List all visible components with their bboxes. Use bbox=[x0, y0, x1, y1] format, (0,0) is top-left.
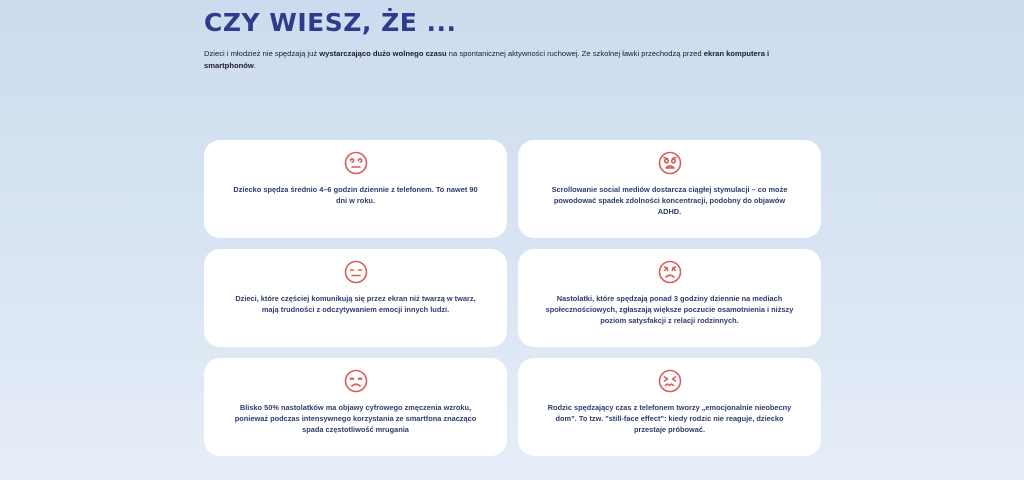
dizzy-face-icon bbox=[344, 151, 368, 175]
fact-card bbox=[518, 140, 821, 238]
fact-card bbox=[204, 140, 507, 238]
sad-face-icon bbox=[658, 260, 682, 284]
fact-text: Scrollowanie social mediów dostarcza ciągłej stymulacji – co może powodować spadek zdolności koncentracji, podobny do objawów ADHD. bbox=[551, 185, 788, 217]
fact-text: Blisko 50% nastolatków ma objawy cyfrowego zmęczenia wzroku, ponieważ podczas intensywnego korzystania ze smartfona znacząco spada częstotliwość mrugania bbox=[234, 403, 477, 435]
intro-paragraph: Dzieci i młodzież nie spędzają już wystarczająco dużo wolnego czasu na spontanicznej aktywności ruchowej. Ze szkolnej ławki przechodzą przed ekran komputera i smartphonów. bbox=[204, 49, 770, 71]
fact-card bbox=[518, 358, 821, 456]
fact-text: Dziecko spędza średnio 4–6 godzin dziennie z telefonem. To nawet 90 dni w roku. bbox=[233, 185, 478, 206]
distressed-face-icon bbox=[658, 369, 682, 393]
tired-face-icon bbox=[344, 369, 368, 393]
fact-text: Dzieci, które częściej komunikują się przez ekran niż twarzą w twarz, mają trudności z odczytywaniem emocji innych ludzi. bbox=[235, 294, 476, 315]
neutral-face-icon bbox=[344, 260, 368, 284]
fact-card bbox=[204, 249, 507, 347]
overwhelmed-face-icon bbox=[658, 151, 682, 175]
intro-highlight: wystarczająco dużo wolnego czasu bbox=[319, 49, 447, 58]
intro-highlight: ekran komputera i smartphonów bbox=[204, 49, 770, 71]
page-title: CZY WIESZ, ŻE ... bbox=[204, 8, 457, 37]
fact-card bbox=[518, 249, 821, 347]
fact-card bbox=[204, 358, 507, 456]
fact-text: Rodzic spędzający czas z telefonem tworzy „emocjonalnie nieobecny dom”. To tzw. "still-face effect": kiedy rodzic nie reaguje, dziecko przestaje próbować. bbox=[547, 403, 792, 435]
fact-text: Nastolatki, które spędzają ponad 3 godziny dziennie na mediach społecznościowych, zgłaszają większe poczucie osamotnienia i niższy poziom satysfakcji z relacji rodzinnych. bbox=[545, 294, 794, 326]
facts-grid bbox=[204, 140, 821, 456]
